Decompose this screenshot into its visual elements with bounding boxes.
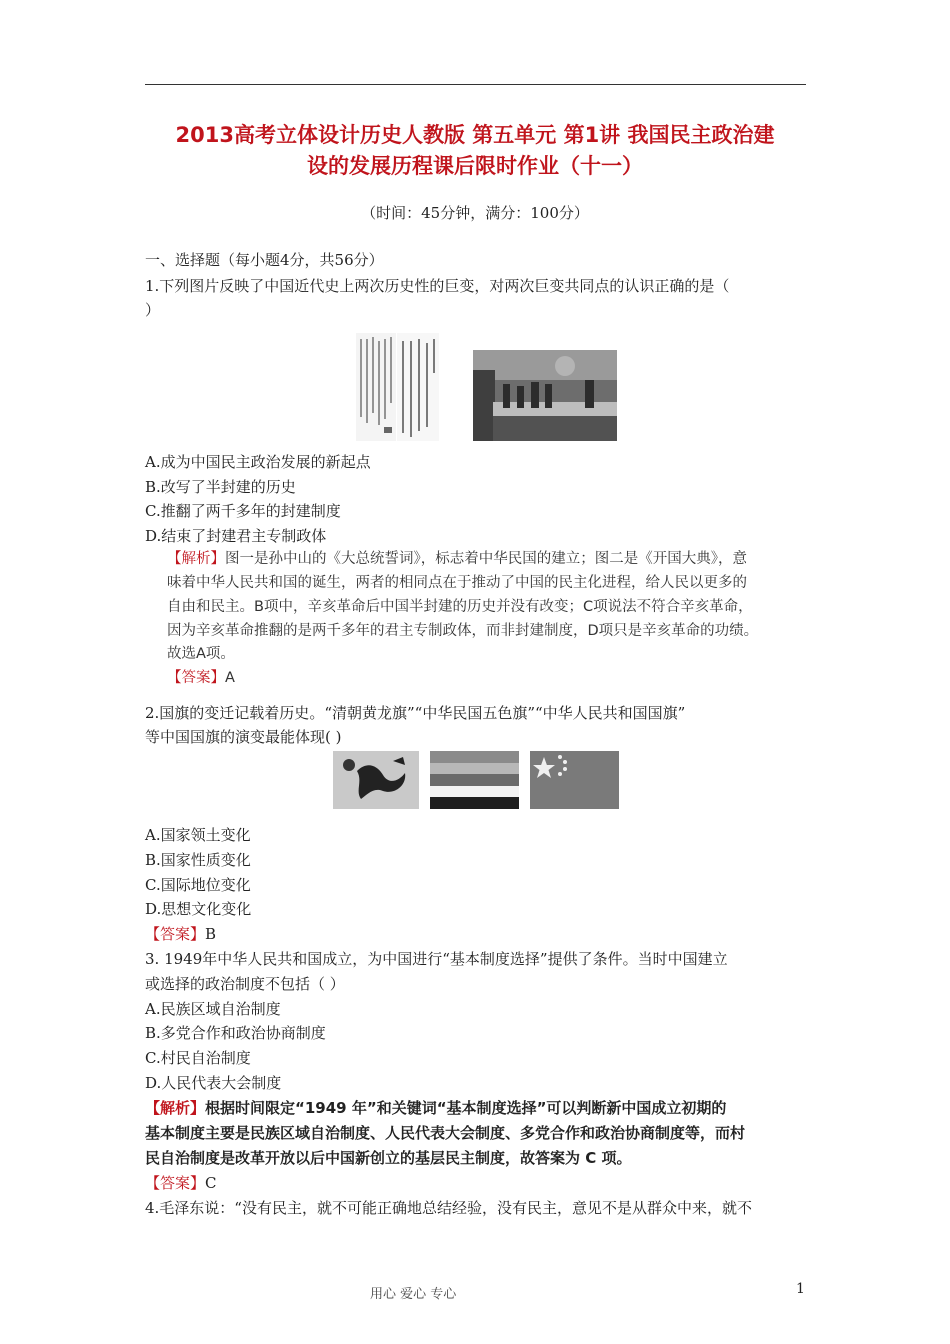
q3-option-c: C.村民自治制度 bbox=[145, 1049, 251, 1067]
dragon-flag-image bbox=[333, 751, 419, 809]
section-heading: 一、选择题（每小题4分，共56分） bbox=[145, 251, 384, 269]
q1-analysis-line3: 自由和民主。B项中，辛亥革命后中国半封建的历史并没有改变；C项说法不符合辛亥革命， bbox=[167, 599, 753, 615]
time-score-note: （时间：45分钟，满分：100分） bbox=[361, 204, 589, 222]
q4-stem-line1: 4.毛泽东说：“没有民主，就不可能正确地总结经验，没有民主，意见不是从群众中来，就不 bbox=[145, 1199, 752, 1217]
q1-option-c: C.推翻了两千多年的封建制度 bbox=[145, 502, 341, 520]
q2-stem-line2: 等中国国旗的演变最能体现( ) bbox=[145, 728, 342, 746]
oath-manuscript-image bbox=[356, 333, 396, 441]
page-title bbox=[130, 120, 820, 182]
header-rule bbox=[145, 84, 806, 85]
q1-option-b: B.改写了半封建的历史 bbox=[145, 478, 296, 496]
q1-stem-line2: ） bbox=[145, 301, 161, 319]
handwriting-image bbox=[397, 333, 439, 441]
founding-ceremony-photo bbox=[473, 350, 617, 441]
q1-option-a: A.成为中国民主政治发展的新起点 bbox=[145, 453, 371, 471]
title-line-2: 设的发展历程课后限时作业（十一） bbox=[307, 154, 643, 178]
page-number: 1 bbox=[796, 1281, 805, 1297]
national-flag-image bbox=[530, 751, 619, 809]
q1-analysis-line5: 故选A项。 bbox=[167, 646, 235, 662]
q1-analysis-line1: 【解析】图一是孙中山的《大总统誓词》，标志着中华民国的建立；图二是《开国大典》，意 bbox=[167, 551, 747, 567]
q2-option-d: D.思想文化变化 bbox=[145, 900, 252, 918]
q1-option-d: D.结束了封建君主专制政体 bbox=[145, 527, 327, 545]
q1-analysis-line2: 味着中华人民共和国的诞生，两者的相同点在于推动了中国的民主化进程，给人民以更多的 bbox=[167, 575, 747, 591]
q3-option-a: A.民族区域自治制度 bbox=[145, 1000, 281, 1018]
q3-option-d: D.人民代表大会制度 bbox=[145, 1074, 282, 1092]
q2-option-a: A.国家领土变化 bbox=[145, 826, 251, 844]
q3-analysis-line1: 【解析】根据时间限定“1949 年”和关键词“基本制度选择”可以判断新中国成立初期的 bbox=[145, 1099, 727, 1117]
answer-tag: 【答案】 bbox=[167, 670, 225, 686]
analysis-tag: 【解析】 bbox=[167, 551, 225, 567]
q3-option-b: B.多党合作和政治协商制度 bbox=[145, 1024, 326, 1042]
q3-analysis-line3: 民自治制度是改革开放以后中国新创立的基层民主制度，故答案为 C 项。 bbox=[145, 1149, 632, 1167]
q1-stem-line1: 1.下列图片反映了中国近代史上两次历史性的巨变，对两次巨变共同点的认识正确的是（ bbox=[145, 277, 730, 295]
q3-answer: 【答案】C bbox=[145, 1174, 217, 1192]
analysis-tag: 【解析】 bbox=[145, 1099, 206, 1117]
answer-tag: 【答案】 bbox=[145, 1174, 206, 1192]
title-line-1: 2013高考立体设计历史人教版 第五单元 第1讲 我国民主政治建 bbox=[175, 123, 775, 147]
q3-stem-line1: 3. 1949年中华人民共和国成立，为中国进行“基本制度选择”提供了条件。当时中国建立 bbox=[145, 950, 728, 968]
q1-answer: 【答案】A bbox=[167, 670, 235, 686]
q2-stem-line1: 2.国旗的变迁记载着历史。“清朝黄龙旗”“中华民国五色旗”“中华人民共和国国旗” bbox=[145, 704, 686, 722]
q1-analysis-line4: 因为辛亥革命推翻的是两千多年的君主专制政体，而非封建制度，D项只是辛亥革命的功绩。 bbox=[167, 623, 759, 639]
page-footer: 用心 爱心 专心 bbox=[370, 1287, 457, 1302]
q2-option-c: C.国际地位变化 bbox=[145, 876, 251, 894]
q3-stem-line2: 或选择的政治制度不包括（ ） bbox=[145, 975, 345, 993]
q3-analysis-line2: 基本制度主要是民族区域自治制度、人民代表大会制度、多党合作和政治协商制度等，而村 bbox=[145, 1124, 746, 1142]
q2-answer: 【答案】B bbox=[145, 925, 217, 943]
answer-tag: 【答案】 bbox=[145, 925, 206, 943]
q2-option-b: B.国家性质变化 bbox=[145, 851, 251, 869]
five-color-flag-image bbox=[430, 751, 519, 809]
